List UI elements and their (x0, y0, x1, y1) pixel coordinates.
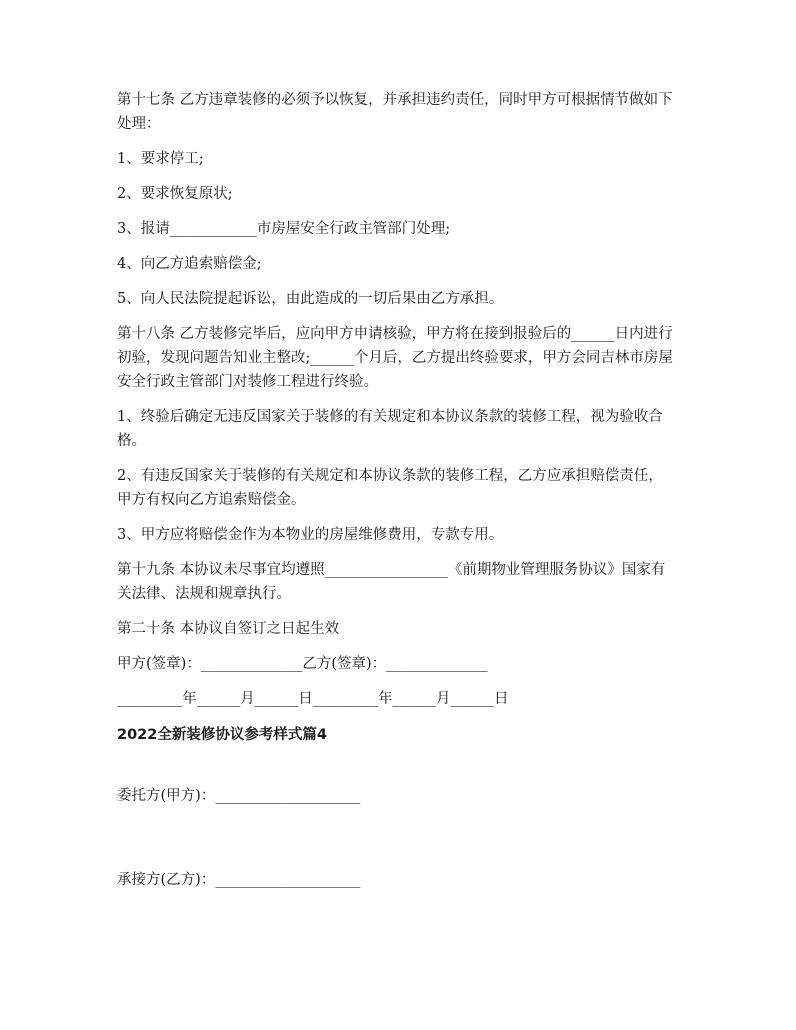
article-19: 第十九条 本协议未尽事宜均遵照_________________《前期物业管理服务协议》国家有关法律、法规和规章执行。 (117, 562, 666, 602)
document-page (117, 88, 677, 892)
article-18: 第十八条 乙方装修完毕后，应向甲方申请核验，甲方将在接到报验后的______日内进行初验，发现问题告知业主整改;______个月后，乙方提出终验要求，甲方会同吉林市房屋安全行政主管部门对装修工程进行终验。 (117, 326, 673, 390)
list-item: 3、报请____________市房屋安全行政主管部门处理; (117, 221, 451, 237)
signature-line: 甲方(签章)：______________乙方(签章)：______________ (117, 656, 488, 672)
date-line: _________年______月______日_________年______月______日 (117, 691, 509, 707)
article-20: 第二十条 本协议自签订之日起生效 (117, 621, 340, 637)
list-item: 1、终验后确定无违反国家关于装修的有关规定和本协议条款的装修工程，视为验收合格。 (117, 409, 663, 449)
section-heading: 2022全新装修协议参考样式篇4 (117, 727, 327, 743)
article-17: 第十七条 乙方违章装修的必须予以恢复，并承担违约责任，同时甲方可根据情节做如下处理： (117, 92, 673, 132)
list-item: 4、向乙方追索赔偿金; (117, 256, 262, 272)
list-item: 3、甲方应将赔偿金作为本物业的房屋维修费用，专款专用。 (117, 527, 504, 543)
list-item: 5、向人民法院提起诉讼，由此造成的一切后果由乙方承担。 (117, 291, 504, 307)
list-item: 2、有违反国家关于装修的有关规定和本协议条款的装修工程，乙方应承担赔偿责任，甲方有权向乙方追索赔偿金。 (117, 468, 663, 508)
contractor-field: 承接方(乙方)：____________________ (117, 872, 361, 888)
list-item: 2、要求恢复原状; (117, 186, 233, 202)
list-item: 1、要求停工; (117, 151, 204, 167)
client-field: 委托方(甲方)：____________________ (117, 788, 361, 804)
